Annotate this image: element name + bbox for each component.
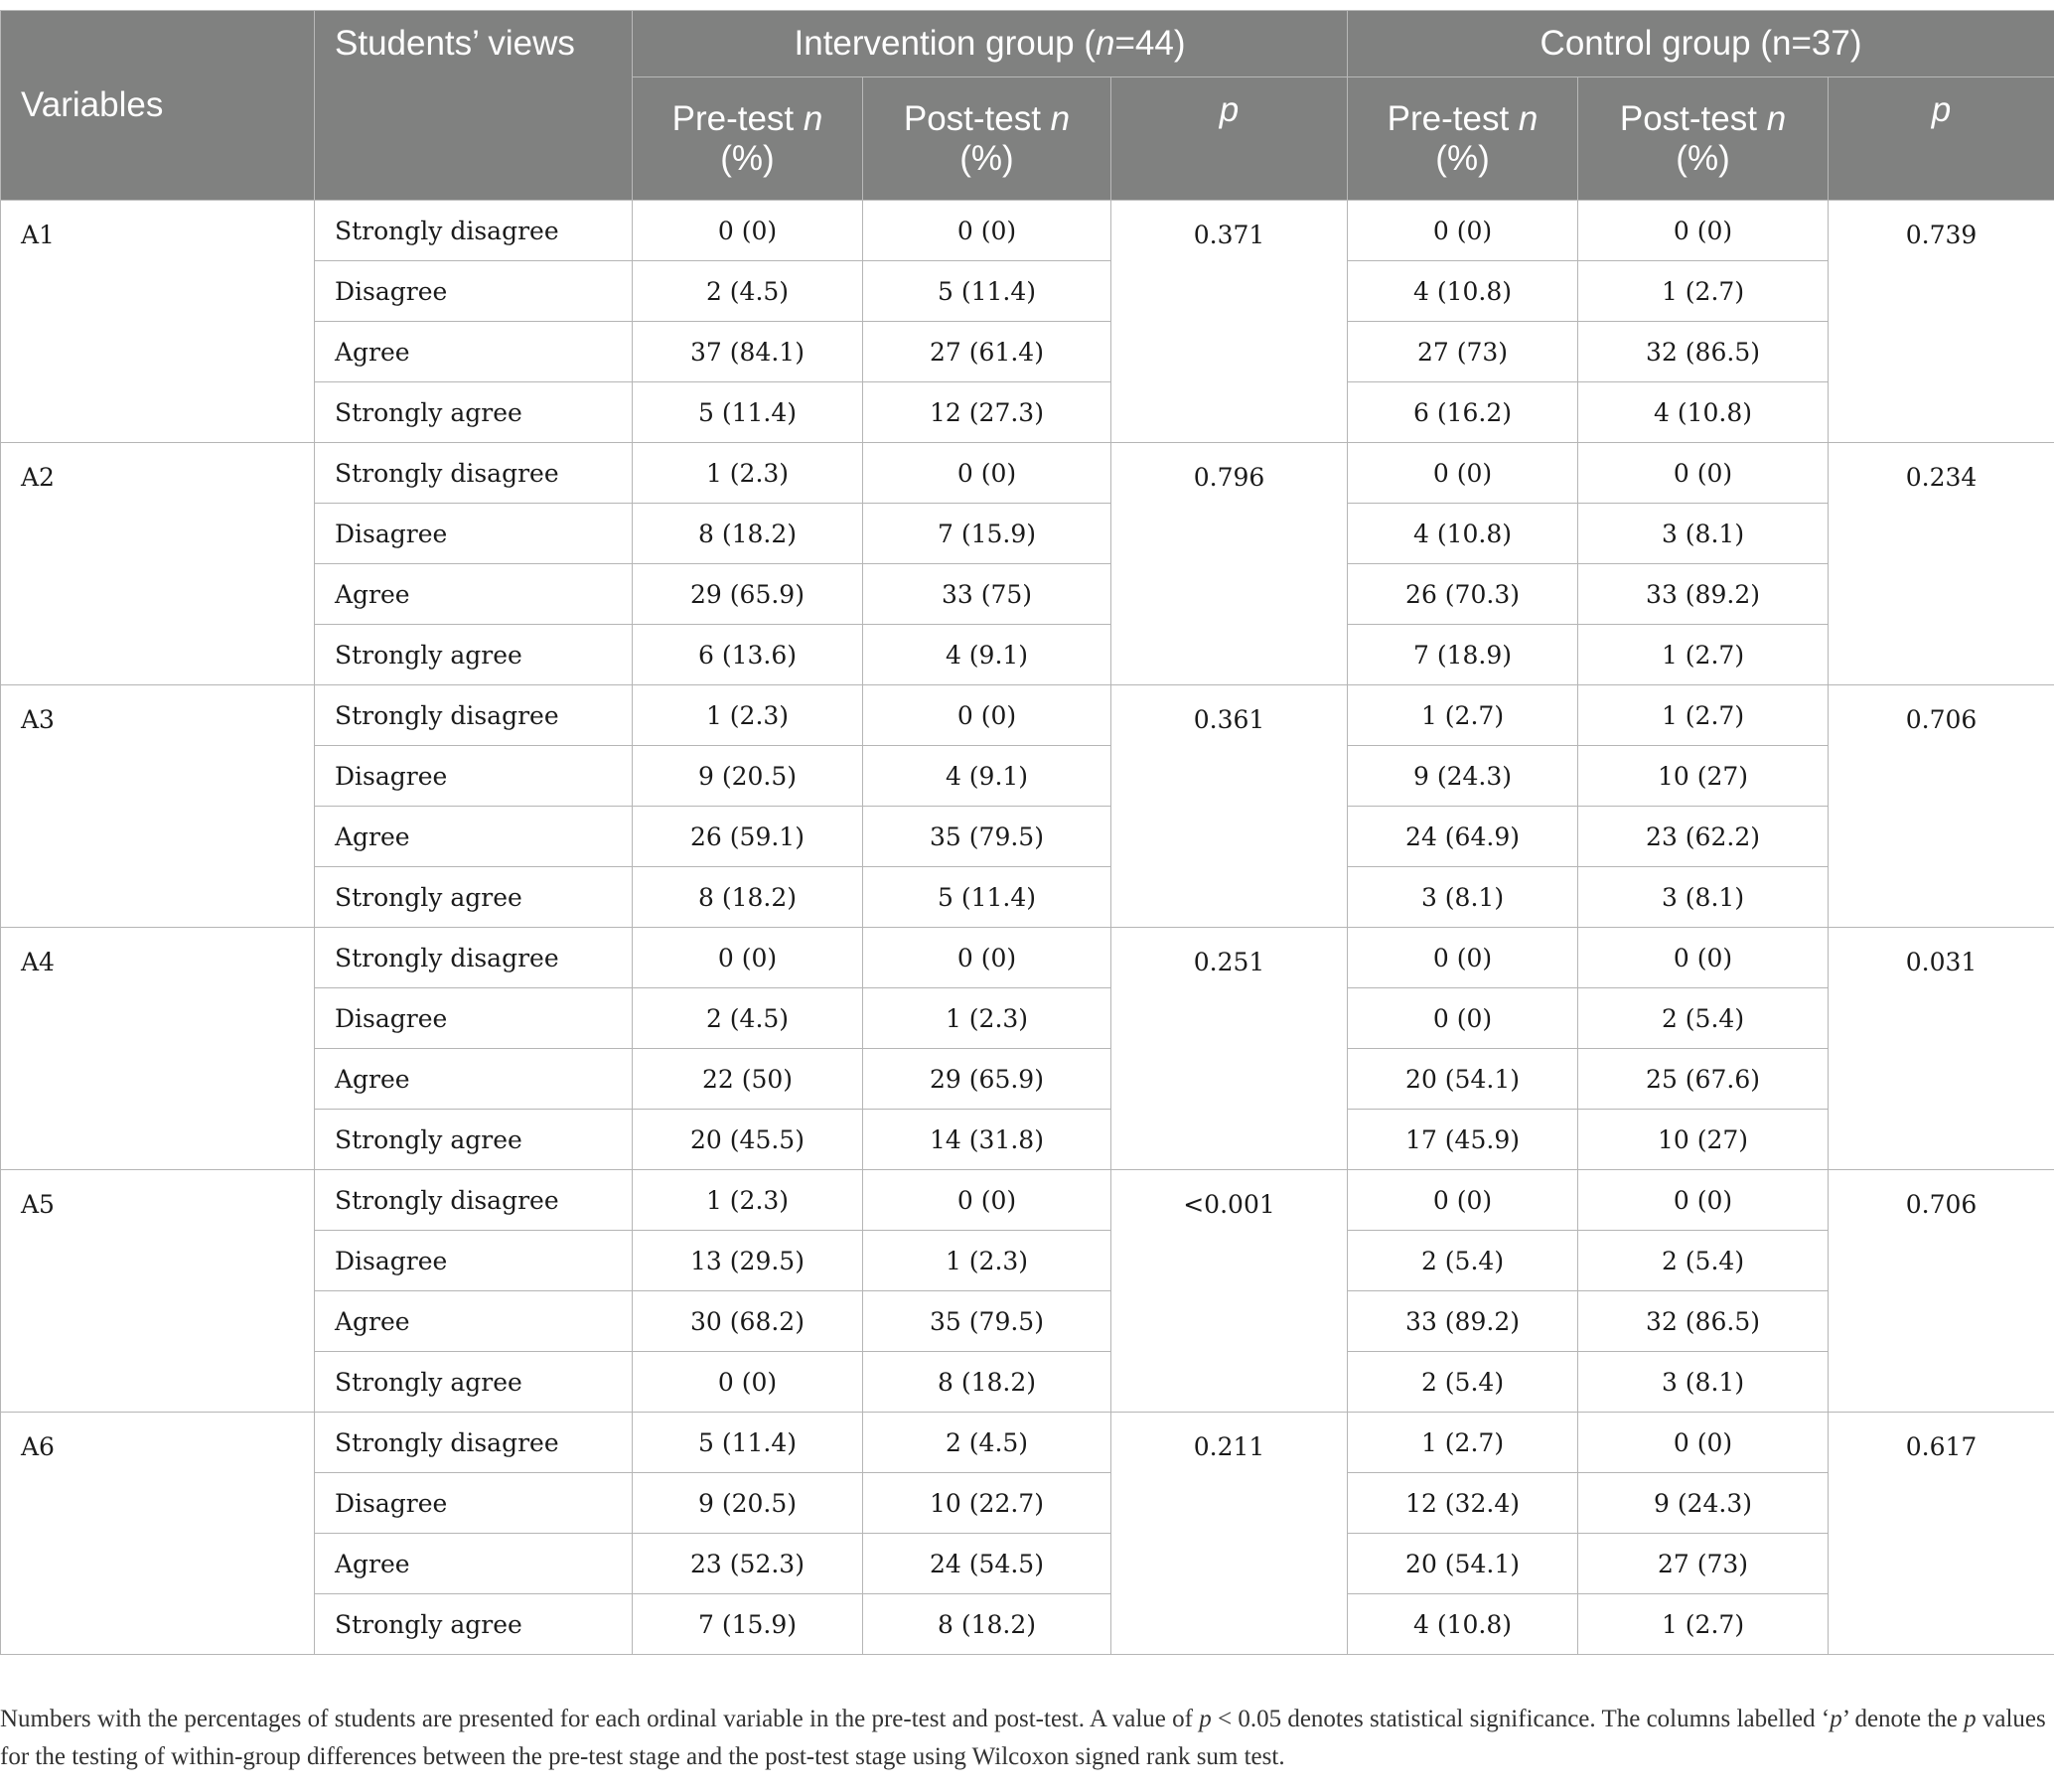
intervention-post-test-cell: 2 (4.5): [863, 1413, 1111, 1473]
students-view-cell: Disagree: [315, 1231, 633, 1291]
control-post-test-cell: 0 (0): [1578, 1170, 1829, 1231]
control-pre-test-cell: 2 (5.4): [1348, 1352, 1578, 1413]
intervention-post-test-cell: 0 (0): [863, 443, 1111, 504]
students-view-cell: Strongly disagree: [315, 1413, 633, 1473]
control-pre-test-cell: 4 (10.8): [1348, 1594, 1578, 1655]
control-post-test-cell: 0 (0): [1578, 201, 1829, 261]
students-view-cell: Agree: [315, 1291, 633, 1352]
intervention-post-test-cell: 5 (11.4): [863, 867, 1111, 928]
header-intervention-group: Intervention group (n=44): [633, 11, 1348, 77]
control-post-test-cell: 10 (27): [1578, 746, 1829, 807]
students-view-cell: Disagree: [315, 504, 633, 564]
intervention-pre-test-cell: 0 (0): [633, 201, 863, 261]
control-p-value-cell: 0.706: [1829, 1170, 2054, 1413]
intervention-post-test-cell: 0 (0): [863, 201, 1111, 261]
students-view-cell: Strongly disagree: [315, 1170, 633, 1231]
table-row: [1, 201, 2054, 261]
control-p-value-cell: 0.739: [1829, 201, 2054, 443]
intervention-post-test-cell: 4 (9.1): [863, 746, 1111, 807]
control-post-test-cell: 2 (5.4): [1578, 988, 1829, 1049]
intervention-post-test-cell: 35 (79.5): [863, 1291, 1111, 1352]
intervention-pre-test-cell: 7 (15.9): [633, 1594, 863, 1655]
header-control-p: p: [1829, 77, 2054, 201]
table-row: [1, 928, 2054, 988]
table-row: [1, 685, 2054, 746]
control-p-value-cell: 0.617: [1829, 1413, 2054, 1655]
control-pre-test-cell: 0 (0): [1348, 201, 1578, 261]
variable-cell: A6: [1, 1413, 315, 1655]
students-view-cell: Strongly agree: [315, 382, 633, 443]
intervention-pre-test-cell: 22 (50): [633, 1049, 863, 1110]
intervention-post-test-cell: 7 (15.9): [863, 504, 1111, 564]
students-view-cell: Agree: [315, 1534, 633, 1594]
header-students-views: Students’ views: [315, 11, 633, 201]
control-post-test-cell: 10 (27): [1578, 1110, 1829, 1170]
students-view-cell: Strongly agree: [315, 867, 633, 928]
control-post-test-cell: 25 (67.6): [1578, 1049, 1829, 1110]
control-pre-test-cell: 3 (8.1): [1348, 867, 1578, 928]
control-pre-test-cell: 1 (2.7): [1348, 1413, 1578, 1473]
control-post-test-cell: 1 (2.7): [1578, 625, 1829, 685]
intervention-post-test-cell: 8 (18.2): [863, 1352, 1111, 1413]
table-body: [1, 201, 2054, 1655]
control-post-test-cell: 0 (0): [1578, 928, 1829, 988]
table-row: [1, 443, 2054, 504]
students-view-cell: Strongly agree: [315, 1352, 633, 1413]
students-view-cell: Agree: [315, 1049, 633, 1110]
intervention-pre-test-cell: 29 (65.9): [633, 564, 863, 625]
control-post-test-cell: 0 (0): [1578, 443, 1829, 504]
header-control-post-test: Post-test n (%): [1578, 77, 1829, 201]
control-pre-test-cell: 4 (10.8): [1348, 504, 1578, 564]
control-post-test-cell: 4 (10.8): [1578, 382, 1829, 443]
intervention-post-test-cell: 12 (27.3): [863, 382, 1111, 443]
variable-cell: A2: [1, 443, 315, 685]
intervention-pre-test-cell: 20 (45.5): [633, 1110, 863, 1170]
control-p-value-cell: 0.031: [1829, 928, 2054, 1170]
students-view-cell: Agree: [315, 564, 633, 625]
control-pre-test-cell: 0 (0): [1348, 443, 1578, 504]
intervention-pre-test-cell: 8 (18.2): [633, 504, 863, 564]
control-post-test-cell: 1 (2.7): [1578, 1594, 1829, 1655]
intervention-pre-test-cell: 1 (2.3): [633, 685, 863, 746]
students-view-cell: Strongly disagree: [315, 928, 633, 988]
intervention-pre-test-cell: 1 (2.3): [633, 443, 863, 504]
intervention-pre-test-cell: 5 (11.4): [633, 1413, 863, 1473]
control-pre-test-cell: 7 (18.9): [1348, 625, 1578, 685]
control-pre-test-cell: 17 (45.9): [1348, 1110, 1578, 1170]
intervention-pre-test-cell: 6 (13.6): [633, 625, 863, 685]
control-pre-test-cell: 33 (89.2): [1348, 1291, 1578, 1352]
students-view-cell: Agree: [315, 807, 633, 867]
intervention-pre-test-cell: 9 (20.5): [633, 1473, 863, 1534]
variable-cell: A5: [1, 1170, 315, 1413]
students-view-cell: Agree: [315, 322, 633, 382]
students-view-cell: Strongly disagree: [315, 685, 633, 746]
intervention-post-test-cell: 1 (2.3): [863, 988, 1111, 1049]
intervention-post-test-cell: 5 (11.4): [863, 261, 1111, 322]
control-post-test-cell: 0 (0): [1578, 1413, 1829, 1473]
control-post-test-cell: 3 (8.1): [1578, 1352, 1829, 1413]
variable-cell: A1: [1, 201, 315, 443]
control-pre-test-cell: 9 (24.3): [1348, 746, 1578, 807]
intervention-post-test-cell: 29 (65.9): [863, 1049, 1111, 1110]
intervention-pre-test-cell: 37 (84.1): [633, 322, 863, 382]
header-intervention-post-test: Post-test n (%): [863, 77, 1111, 201]
intervention-pre-test-cell: 2 (4.5): [633, 988, 863, 1049]
control-post-test-cell: 33 (89.2): [1578, 564, 1829, 625]
intervention-p-value-cell: 0.211: [1111, 1413, 1348, 1655]
control-pre-test-cell: 20 (54.1): [1348, 1049, 1578, 1110]
control-pre-test-cell: 0 (0): [1348, 1170, 1578, 1231]
intervention-post-test-cell: 35 (79.5): [863, 807, 1111, 867]
students-view-cell: Disagree: [315, 1473, 633, 1534]
intervention-post-test-cell: 27 (61.4): [863, 322, 1111, 382]
control-post-test-cell: 1 (2.7): [1578, 261, 1829, 322]
table-row: [1, 1413, 2054, 1473]
students-view-cell: Strongly agree: [315, 625, 633, 685]
intervention-post-test-cell: 14 (31.8): [863, 1110, 1111, 1170]
header-control-group: Control group (n=37): [1348, 11, 2054, 77]
header-variables: Variables: [1, 11, 315, 201]
header-intervention-pre-test: Pre-test n (%): [633, 77, 863, 201]
intervention-pre-test-cell: 13 (29.5): [633, 1231, 863, 1291]
variable-cell: A4: [1, 928, 315, 1170]
intervention-p-value-cell: <0.001: [1111, 1170, 1348, 1413]
control-pre-test-cell: 12 (32.4): [1348, 1473, 1578, 1534]
intervention-post-test-cell: 24 (54.5): [863, 1534, 1111, 1594]
control-pre-test-cell: 27 (73): [1348, 322, 1578, 382]
control-pre-test-cell: 26 (70.3): [1348, 564, 1578, 625]
students-view-cell: Disagree: [315, 988, 633, 1049]
intervention-pre-test-cell: 0 (0): [633, 928, 863, 988]
control-post-test-cell: 9 (24.3): [1578, 1473, 1829, 1534]
intervention-pre-test-cell: 9 (20.5): [633, 746, 863, 807]
intervention-pre-test-cell: 2 (4.5): [633, 261, 863, 322]
control-pre-test-cell: 0 (0): [1348, 988, 1578, 1049]
header-row-groups: [1, 11, 2054, 77]
intervention-post-test-cell: 33 (75): [863, 564, 1111, 625]
intervention-post-test-cell: 0 (0): [863, 685, 1111, 746]
intervention-pre-test-cell: 0 (0): [633, 1352, 863, 1413]
intervention-pre-test-cell: 23 (52.3): [633, 1534, 863, 1594]
variable-cell: A3: [1, 685, 315, 928]
control-pre-test-cell: 6 (16.2): [1348, 382, 1578, 443]
intervention-post-test-cell: 4 (9.1): [863, 625, 1111, 685]
control-pre-test-cell: 2 (5.4): [1348, 1231, 1578, 1291]
control-post-test-cell: 3 (8.1): [1578, 504, 1829, 564]
intervention-p-value-cell: 0.361: [1111, 685, 1348, 928]
intervention-p-value-cell: 0.251: [1111, 928, 1348, 1170]
control-post-test-cell: 1 (2.7): [1578, 685, 1829, 746]
students-view-cell: Strongly disagree: [315, 201, 633, 261]
intervention-post-test-cell: 1 (2.3): [863, 1231, 1111, 1291]
students-view-cell: Strongly disagree: [315, 443, 633, 504]
results-table: [0, 10, 2054, 1655]
control-post-test-cell: 2 (5.4): [1578, 1231, 1829, 1291]
control-post-test-cell: 32 (86.5): [1578, 322, 1829, 382]
control-pre-test-cell: 1 (2.7): [1348, 685, 1578, 746]
control-post-test-cell: 32 (86.5): [1578, 1291, 1829, 1352]
table-footnote: Numbers with the percentages of students are presented for each ordinal variable in the pre-test and post-test. A value of p < 0.05 denotes statistical significance. The columns labelled ‘p’ denote the p values for the testing of within-group differences between the pre-test stage and the post-test stage using Wilcoxon signed rank sum test.: [0, 1706, 2046, 1770]
control-pre-test-cell: 4 (10.8): [1348, 261, 1578, 322]
control-post-test-cell: 3 (8.1): [1578, 867, 1829, 928]
students-view-cell: Strongly agree: [315, 1110, 633, 1170]
intervention-post-test-cell: 0 (0): [863, 1170, 1111, 1231]
intervention-p-value-cell: 0.796: [1111, 443, 1348, 685]
control-pre-test-cell: 20 (54.1): [1348, 1534, 1578, 1594]
control-p-value-cell: 0.234: [1829, 443, 2054, 685]
students-view-cell: Disagree: [315, 261, 633, 322]
table-row: [1, 1170, 2054, 1231]
header-control-pre-test: Pre-test n (%): [1348, 77, 1578, 201]
intervention-post-test-cell: 8 (18.2): [863, 1594, 1111, 1655]
students-view-cell: Disagree: [315, 746, 633, 807]
intervention-post-test-cell: 0 (0): [863, 928, 1111, 988]
intervention-pre-test-cell: 5 (11.4): [633, 382, 863, 443]
intervention-pre-test-cell: 8 (18.2): [633, 867, 863, 928]
students-view-cell: Strongly agree: [315, 1594, 633, 1655]
intervention-pre-test-cell: 1 (2.3): [633, 1170, 863, 1231]
header-intervention-p: p: [1111, 77, 1348, 201]
control-pre-test-cell: 24 (64.9): [1348, 807, 1578, 867]
control-p-value-cell: 0.706: [1829, 685, 2054, 928]
control-post-test-cell: 27 (73): [1578, 1534, 1829, 1594]
intervention-pre-test-cell: 30 (68.2): [633, 1291, 863, 1352]
intervention-pre-test-cell: 26 (59.1): [633, 807, 863, 867]
control-post-test-cell: 23 (62.2): [1578, 807, 1829, 867]
intervention-p-value-cell: 0.371: [1111, 201, 1348, 443]
control-pre-test-cell: 0 (0): [1348, 928, 1578, 988]
intervention-post-test-cell: 10 (22.7): [863, 1473, 1111, 1534]
